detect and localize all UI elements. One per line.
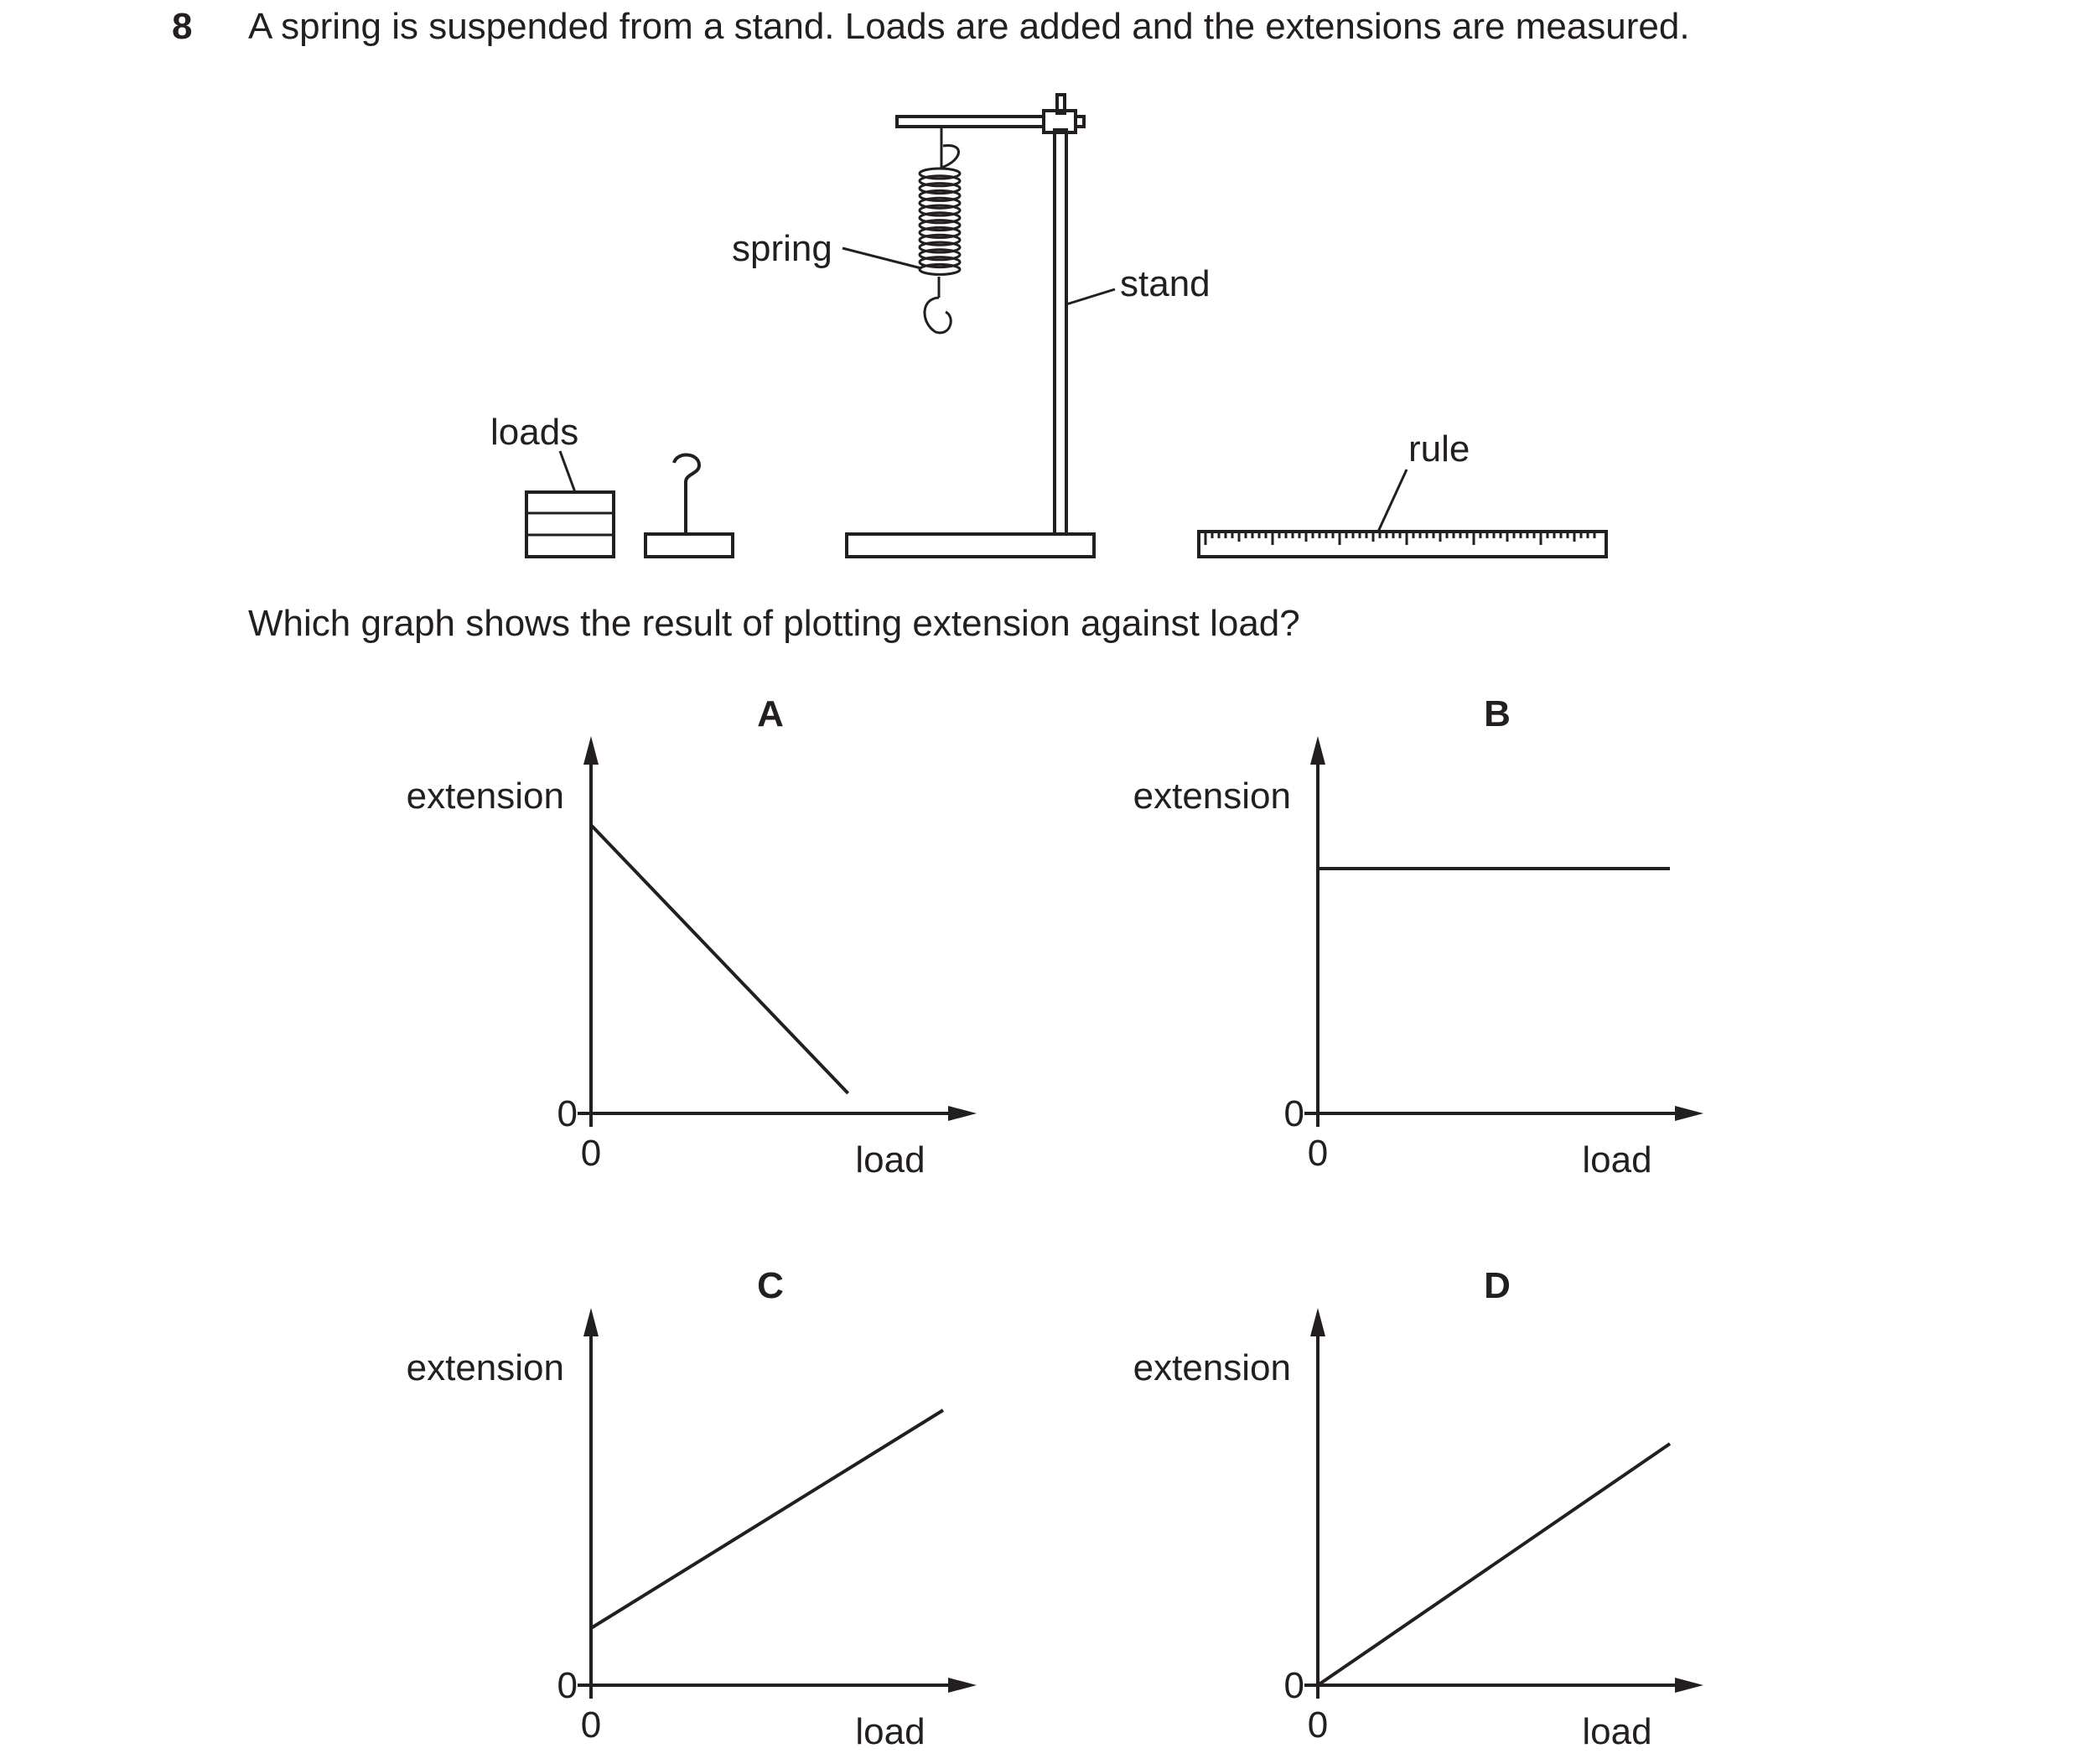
x-axis-label: load (855, 1139, 925, 1180)
stand-base (847, 534, 1094, 557)
series-line (591, 825, 848, 1093)
x-zero-tick-label: 0 (1307, 1704, 1329, 1746)
stand-drawing (847, 95, 1094, 557)
slotted-masses (526, 492, 614, 557)
question-number: 8 (172, 6, 193, 47)
rule-leader (1378, 470, 1407, 532)
y-axis-label: extension (1133, 776, 1291, 817)
y-axis-arrow (583, 736, 599, 765)
option-label: A (757, 693, 784, 734)
mass-hanger-hook (674, 455, 699, 482)
option-label: B (1484, 693, 1511, 734)
question-prompt: Which graph shows the result of plotting extension against load? (248, 603, 1300, 644)
y-axis-label: extension (1133, 1347, 1291, 1388)
option-label: C (757, 1265, 784, 1306)
rule-ticks (1205, 532, 1594, 545)
rule-drawing (1199, 532, 1606, 557)
apparatus-diagram (0, 0, 2079, 587)
x-axis-arrow (948, 1106, 977, 1121)
stand-leader (1066, 289, 1115, 304)
series-line (591, 1410, 943, 1628)
x-axis-arrow (1675, 1106, 1703, 1121)
y-axis-label: extension (406, 1347, 564, 1388)
y-axis-arrow (583, 1308, 599, 1336)
spring-hook (925, 298, 951, 333)
y-zero-tick-label: 0 (557, 1665, 578, 1706)
stand-rod (1055, 130, 1066, 534)
spring-drawing (920, 127, 960, 333)
y-zero-tick-label: 0 (1283, 1093, 1304, 1134)
loads-leader (560, 451, 575, 492)
y-zero-tick-label: 0 (1283, 1665, 1304, 1706)
x-axis-label: load (1582, 1711, 1652, 1752)
stand-label: stand (1120, 263, 1211, 304)
graph-a (407, 693, 977, 1180)
x-axis-label: load (855, 1711, 925, 1752)
y-axis-arrow (1310, 736, 1325, 765)
x-zero-tick-label: 0 (580, 1133, 602, 1174)
spring-leader (842, 248, 921, 268)
y-axis-label: extension (406, 776, 564, 817)
clamp-screw (1076, 117, 1084, 127)
x-axis-arrow (1675, 1678, 1703, 1693)
y-zero-tick-label: 0 (557, 1093, 578, 1134)
loads-drawing (526, 455, 733, 557)
rule-label: rule (1408, 428, 1470, 470)
question-stem: A spring is suspended from a stand. Loads are added and the extensions are measured. (248, 6, 1690, 47)
x-zero-tick-label: 0 (1307, 1133, 1329, 1174)
loads-label: loads (490, 412, 579, 453)
graph-d (1133, 1265, 1703, 1752)
x-zero-tick-label: 0 (580, 1704, 602, 1746)
y-axis-arrow (1310, 1308, 1325, 1336)
stand-arm (897, 117, 1044, 127)
mass-hanger-base (645, 534, 733, 557)
spring-label: spring (732, 228, 832, 269)
graph-b (1133, 693, 1703, 1180)
graph-c (407, 1265, 977, 1752)
x-axis-arrow (948, 1678, 977, 1693)
spring-coils (920, 169, 960, 274)
option-label: D (1484, 1265, 1511, 1306)
x-axis-label: load (1582, 1139, 1652, 1180)
series-line (1318, 1444, 1670, 1685)
